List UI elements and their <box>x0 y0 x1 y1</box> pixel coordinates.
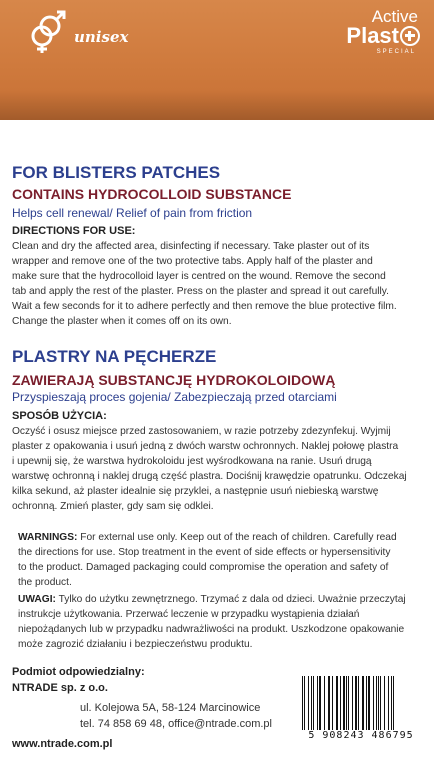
directions-line: kilka sekund, aż plaster idealnie się przyklei, a następnie usuń niebieską warstwę <box>12 486 379 497</box>
warning-line: the product. <box>18 577 72 588</box>
directions-line: wrapper and remove one of the two protective tabs. Apply half of the plaster and <box>12 256 373 267</box>
barcode-bar <box>373 676 374 730</box>
barcode-bar <box>366 676 367 730</box>
plus-icon <box>400 26 420 46</box>
barcode-bar <box>368 676 370 730</box>
company-name: NTRADE sp. z o.o. <box>12 682 108 694</box>
directions-line: plaster z opakowania i usuń jedną z dwóch warstw ochronnych. Naklej połowę plastra <box>12 441 399 452</box>
warnings-section <box>6 524 420 660</box>
warning-line <box>18 530 426 545</box>
directions-line: Wait a few seconds for it to adhere perfectly and then remove the blue protective film. <box>12 301 397 312</box>
responsible-entity <box>6 666 306 750</box>
company-website: www.ntrade.com.pl <box>12 738 113 750</box>
barcode-bar <box>376 676 377 730</box>
warning-line <box>18 592 426 607</box>
directions-line: Change the plaster when it comes off on its own. <box>12 316 232 327</box>
barcode-bar <box>384 676 385 730</box>
directions-label-pl: SPOSÓB UŻYCIA: <box>12 410 107 422</box>
warning-line: niepożądanych lub w przypadku nadwrażliwości na produkt. Uszkodzone opakowanie <box>18 624 405 635</box>
company-contact: tel. 74 858 69 48, office@ntrade.com.pl <box>80 718 272 730</box>
directions-line: i upewnij się, że warstwa hydrokoloidu jest wyśrodkowana na ranie. Usuń drugą <box>12 456 372 467</box>
directions-line: warstwę ochronną i naklej drugą część plastra. Dociśnij krawędzie opatrunku. Odczekaj <box>12 471 407 482</box>
barcode-bar <box>304 676 305 730</box>
barcode <box>296 676 426 748</box>
directions-line: Clean and dry the affected area, disinfecting if necessary. Take plaster out of its <box>12 241 370 252</box>
directions-label-en: DIRECTIONS FOR USE: <box>12 225 136 237</box>
barcode-bar <box>393 676 394 730</box>
barcode-bar <box>352 676 353 730</box>
warning-line: to the product. Damaged packaging could compromise the operation and safety of <box>18 562 389 573</box>
barcode-bar <box>336 676 338 730</box>
brand-plast-row <box>340 25 420 47</box>
barcode-bar <box>340 676 341 730</box>
warnings-en <box>18 530 426 590</box>
warning-line: the directions for use. Stop treatment in the event of side effects or hypersensitivity <box>18 547 391 558</box>
barcode-bar <box>317 676 318 730</box>
barcode-bar <box>313 676 314 730</box>
barcode-bar <box>332 676 333 730</box>
barcode-bars <box>302 676 424 730</box>
tagline-en: Helps cell renewal/ Relief of pain from friction <box>12 206 253 220</box>
barcode-bar <box>348 676 349 730</box>
orange-header-band <box>0 0 434 120</box>
subtitle-en: CONTAINS HYDROCOLLOID SUBSTANCE <box>12 186 292 202</box>
directions-en <box>12 239 417 329</box>
unisex-label: unisex <box>74 28 129 46</box>
warning-line: może zagrozić działaniu i bezpieczeństwu produktu. <box>18 639 253 650</box>
barcode-bar <box>391 676 392 730</box>
brand-active: Active <box>371 7 418 26</box>
barcode-bar <box>328 676 330 730</box>
warning-line: instrukcje użytkowania. Przerwać leczenie w przypadku wystąpienia działań <box>18 609 360 620</box>
barcode-bar <box>324 676 325 730</box>
brand-logo <box>340 8 420 66</box>
directions-line: ochronną. Zmień plaster, gdy sam się odklei. <box>12 501 214 512</box>
directions-line: tab and apply the rest of the plaster. Press on the plaster and spread it out carefully. <box>12 286 389 297</box>
company-title: Podmiot odpowiedzialny: <box>12 666 145 678</box>
brand-plast: Plast <box>346 23 399 48</box>
subtitle-pl: ZAWIERAJĄ SUBSTANCJĘ HYDROKOLOIDOWĄ <box>12 372 336 388</box>
barcode-bar <box>358 676 359 730</box>
barcode-bar <box>388 676 389 730</box>
barcode-bar <box>302 676 303 730</box>
brand-special: SPECIAL <box>376 49 416 55</box>
directions-line: make sure that the hydrocolloid layer is centred on the wound. Remove the second <box>12 271 386 282</box>
warnings-label-en: WARNINGS: <box>18 532 78 543</box>
company-address: ul. Kolejowa 5A, 58-124 Marcinowice <box>80 702 261 714</box>
warning-text: Tylko do użytku zewnętrznego. Trzymać z dala od dzieci. Uważnie przeczytaj <box>55 594 406 605</box>
directions-line: Oczyść i osusz miejsce przed zastosowaniem, w razie potrzeby zdezynfekuj. Wyjmij <box>12 426 391 437</box>
barcode-bar <box>380 676 381 730</box>
warnings-pl <box>18 592 426 652</box>
barcode-bar <box>308 676 309 730</box>
warnings-label-pl: UWAGI: <box>18 594 56 605</box>
band-shadow <box>0 90 434 120</box>
barcode-bar <box>343 676 345 730</box>
barcode-bar <box>362 676 364 730</box>
barcode-number: 5 908243 486795 <box>308 730 414 741</box>
barcode-bar <box>319 676 321 730</box>
directions-pl <box>12 424 417 514</box>
barcode-bar <box>355 676 357 730</box>
tagline-pl: Przyspieszają proces gojenia/ Zabezpieczają przed otarciami <box>12 390 337 404</box>
title-en: FOR BLISTERS PATCHES <box>12 163 221 182</box>
title-pl: PLASTRY NA PĘCHERZE <box>12 347 217 366</box>
barcode-bar <box>311 676 312 730</box>
unisex-gender-icon <box>26 8 72 54</box>
barcode-bar <box>346 676 347 730</box>
warning-text: For external use only. Keep out of the reach of children. Carefully read <box>77 532 397 543</box>
barcode-bar <box>378 676 379 730</box>
